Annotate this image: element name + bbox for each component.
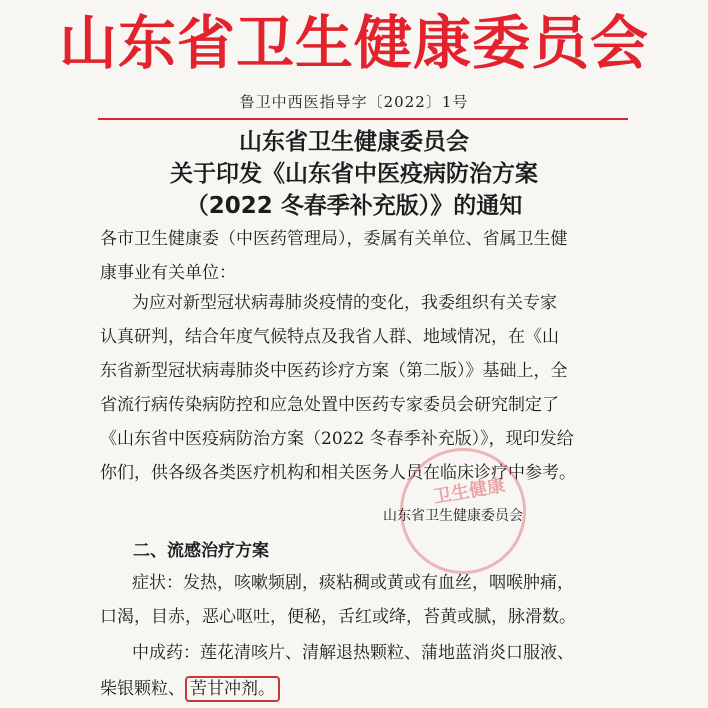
issuer-signature: 山东省卫生健康委员会 <box>383 508 523 524</box>
body-line-2: 认真研判，结合年度气候特点及我省人群、地域情况，在《山 <box>100 327 559 347</box>
recipients-line-1: 各市卫生健康委（中医药管理局），委属有关单位、省属卫生健 <box>100 229 568 249</box>
body-line-5: 《山东省中医疫病防治方案（2022 冬春季补充版）》，现印发给 <box>100 429 574 449</box>
body-line-6: 你们，供各级各类医疗机构和相关医务人员在临床诊疗中参考。 <box>100 463 576 483</box>
body-line-4: 省流行病传染病防控和应急处置中医药专家委员会研究制定了 <box>100 395 559 415</box>
medicine-line-1: 中成药：莲花清咳片、清解退热颗粒、蒲地蓝消炎口服液、 <box>132 643 574 663</box>
recipients-line-2: 康事业有关单位： <box>100 263 236 283</box>
section-heading: 二、流感治疗方案 <box>133 541 269 561</box>
body-line-1: 为应对新型冠状病毒肺炎疫情的变化，我委组织有关专家 <box>132 293 557 313</box>
highlighted-medicine: 苦甘冲剂。 <box>185 676 280 702</box>
seal-text: 卫生健康 <box>431 474 507 509</box>
symptoms-line-1: 症状：发热，咳嗽频剧，痰粘稠或黄或有血丝，咽喉肿痛， <box>132 573 574 593</box>
medicine-line-2 <box>100 672 280 706</box>
body-line-3: 东省新型冠状病毒肺炎中医药诊疗方案（第二版）》基础上，全 <box>100 361 568 381</box>
document-number: 鲁卫中西医指导字〔2022〕1号 <box>239 93 469 111</box>
title-line-3: （2022 冬春季补充版）》的通知 <box>185 193 523 219</box>
red-divider <box>98 118 628 120</box>
medicine-line-2-prefix: 柴银颗粒、 <box>100 679 185 699</box>
title-line-1: 山东省卫生健康委员会 <box>239 129 469 155</box>
symptoms-line-2: 口渴，目赤，恶心呕吐，便秘，舌红或绛，苔黄或腻，脉滑数。 <box>100 607 576 627</box>
title-line-2: 关于印发《山东省中医疫病防治方案 <box>170 161 538 187</box>
masthead: 山东省卫生健康委员会 <box>58 9 649 77</box>
